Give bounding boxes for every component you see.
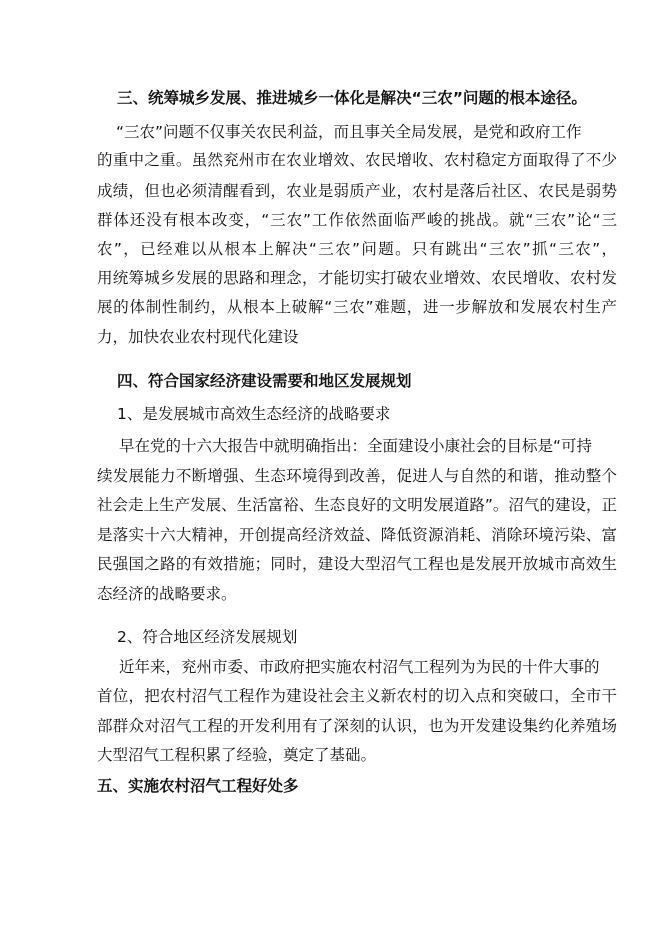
paragraph-line: 用统筹城乡发展的思路和理念，才能切实打破农业增效、农民增收、农村发	[97, 269, 617, 287]
paragraph-line: 力，加快农业农村现代化建设	[97, 328, 299, 346]
paragraph-line: 展的体制性制约，从根本上破解“三农”难题，进一步解放和发展农村生产	[97, 298, 617, 316]
paragraph-line: 近年来，兖州市委、市政府把实施农村沼气工程列为为民的十件大事的	[119, 658, 600, 676]
subsection-1-heading: 1、是发展城市高效生态经济的战略要求	[117, 405, 391, 423]
section-3-heading: 三、统筹城乡发展、推进城乡一体化是解决“三农”问题的根本途径。	[117, 89, 587, 107]
section-5-heading: 五、实施农村沼气工程好处多	[97, 777, 299, 795]
paragraph-line: 早在党的十六大报告中就明确指出：全面建设小康社会的目标是“可持	[119, 437, 593, 455]
section-4-heading: 四、符合国家经济建设需要和地区发展规划	[117, 372, 412, 390]
paragraph-line: 续发展能力不断增强、生态环境得到改善，促进人与自然的和谐，推动整个	[97, 467, 617, 485]
subsection-2-heading: 2、符合地区经济发展规划	[117, 628, 298, 646]
paragraph-line: 大型沼气工程积累了经验，奠定了基础。	[97, 746, 377, 764]
paragraph-line: 农”，已经难以从根本上解决“三农”问题。只有跳出“三农”抓“三农”，	[97, 240, 617, 258]
paragraph-line: 首位，把农村沼气工程作为建设社会主义新农村的切入点和突破口，全市干	[97, 687, 617, 705]
paragraph-line: 态经济的战略要求。	[97, 585, 237, 603]
paragraph-line: “三农”问题不仅事关农民利益，而且事关全局发展，是党和政府工作	[116, 123, 582, 141]
paragraph-line: 部群众对沼气工程的开发利用有了深刻的认识，也为开发建设集约化养殖场	[97, 717, 617, 735]
paragraph-line: 群体还没有根本改变，“三农”工作依然面临严峻的挑战。就“三农”论“三	[97, 211, 617, 229]
paragraph-line: 成绩，但也必须清醒看到，农业是弱质产业，农村是落后社区、农民是弱势	[97, 182, 617, 200]
paragraph-line: 的重中之重。虽然兖州市在农业增效、农民增收、农村稳定方面取得了不少	[97, 151, 617, 169]
paragraph-line: 社会走上生产发展、生活富裕、生态良好的文明发展道路”。沼气的建设，正	[97, 496, 617, 514]
paragraph-line: 是落实十六大精神，开创提高经济效益、降低资源消耗、消除环境污染、富	[97, 526, 617, 544]
paragraph-line: 民强国之路的有效措施；同时，建设大型沼气工程也是发展开放城市高效生	[97, 555, 617, 573]
